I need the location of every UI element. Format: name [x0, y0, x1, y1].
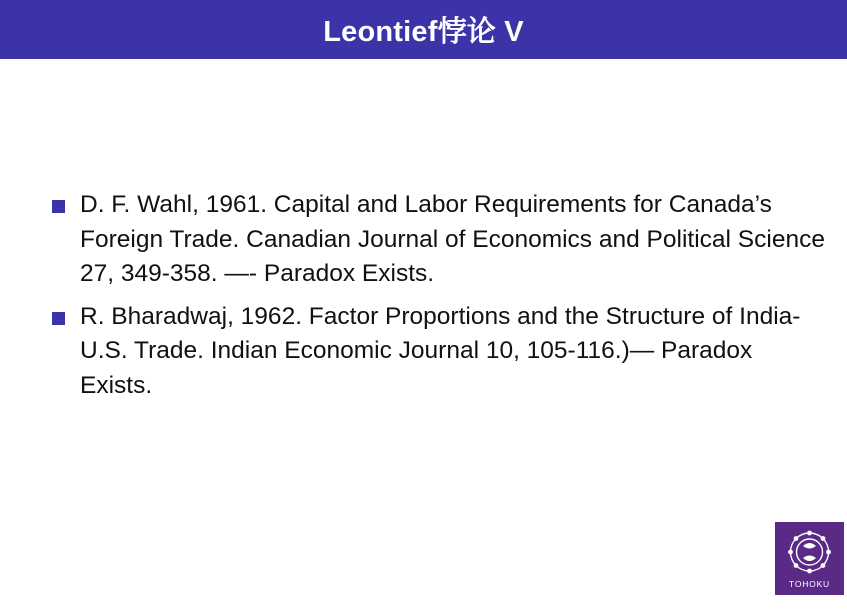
tohoku-logo — [775, 522, 844, 595]
bullet-text: D. F. Wahl, 1961. Capital and Labor Requirements for Canada’s Foreign Trade. Canadian Journal of Economics and Political Science 27, 349-358. —- Paradox Exists. — [80, 191, 825, 287]
bullet-list — [50, 188, 830, 411]
title-bar — [0, 0, 847, 59]
bullet-item — [50, 300, 830, 404]
logo-wordmark: TOHOKU — [788, 579, 831, 589]
tohoku-emblem-icon — [775, 522, 844, 595]
square-bullet-icon — [52, 200, 65, 213]
square-bullet-icon — [52, 312, 65, 325]
slide-title: Leontief悖论 V — [323, 16, 524, 48]
bullet-item — [50, 188, 830, 292]
bullet-text: R. Bharadwaj, 1962. Factor Proportions and the Structure of India-U.S. Trade. Indian Economic Journal 10, 105-116.)— Paradox Exists. — [80, 302, 801, 399]
